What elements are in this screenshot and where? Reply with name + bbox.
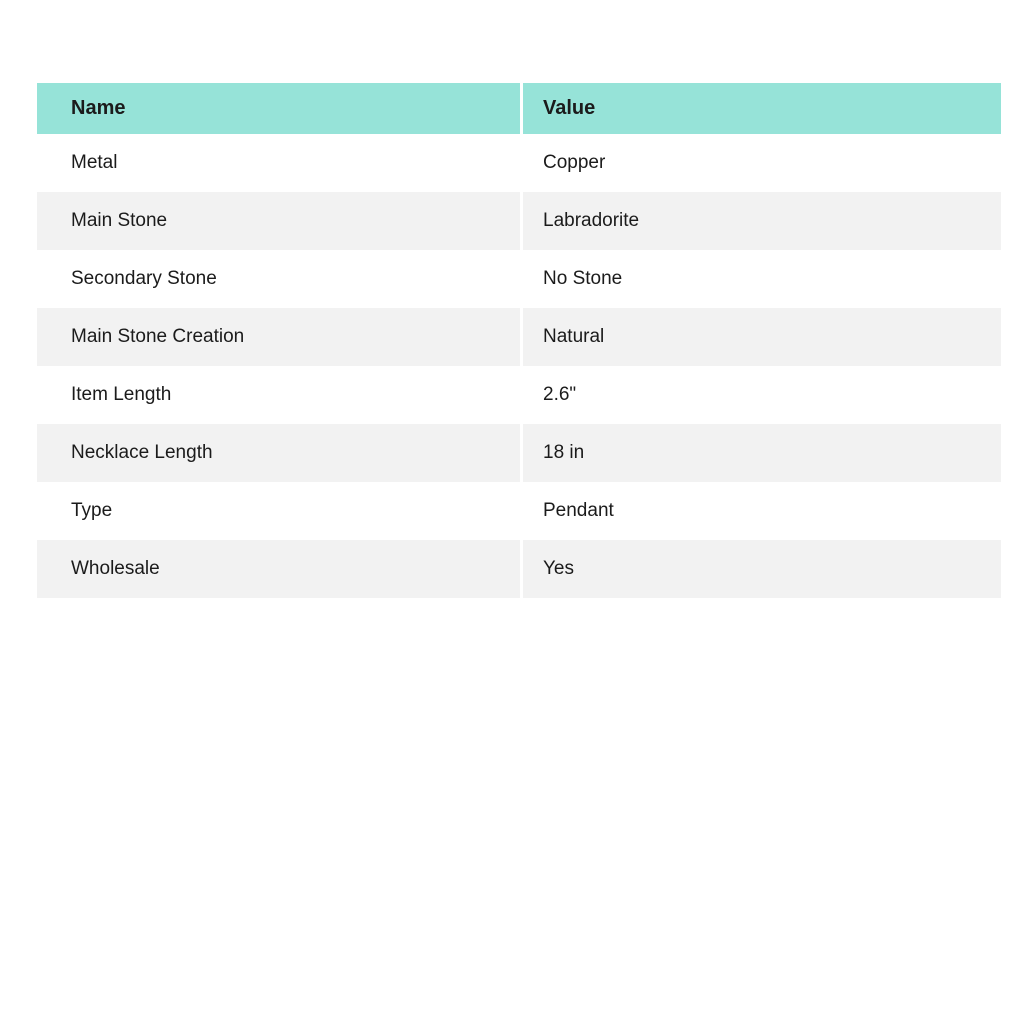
table-row [37,540,1001,598]
table-body [37,134,1001,598]
name-cell: Metal [37,134,523,192]
table-row [37,482,1001,540]
value-cell: No Stone [543,268,623,289]
table-row [37,134,1001,192]
table-row [37,424,1001,482]
name-cell: Type [37,482,523,540]
value-cell: Copper [543,152,606,173]
table-row [37,308,1001,366]
name-cell: Necklace Length [37,424,523,482]
column-header-name: Name [37,83,523,134]
table-row [37,366,1001,424]
name-cell: Main Stone Creation [37,308,523,366]
table-row [37,192,1001,250]
name-cell: Secondary Stone [37,250,523,308]
column-header-value: Value [543,97,596,119]
name-cell: Item Length [37,366,523,424]
value-cell: 2.6" [543,384,577,405]
value-cell: Natural [543,326,605,347]
name-cell: Wholesale [37,540,523,598]
attributes-table [37,83,1001,598]
value-cell: Pendant [543,500,614,521]
value-cell: Yes [543,558,574,579]
table-header-row [37,83,1001,134]
table-row [37,250,1001,308]
value-cell: Labradorite [543,210,640,231]
name-cell: Main Stone [37,192,523,250]
value-cell: 18 in [543,442,585,463]
